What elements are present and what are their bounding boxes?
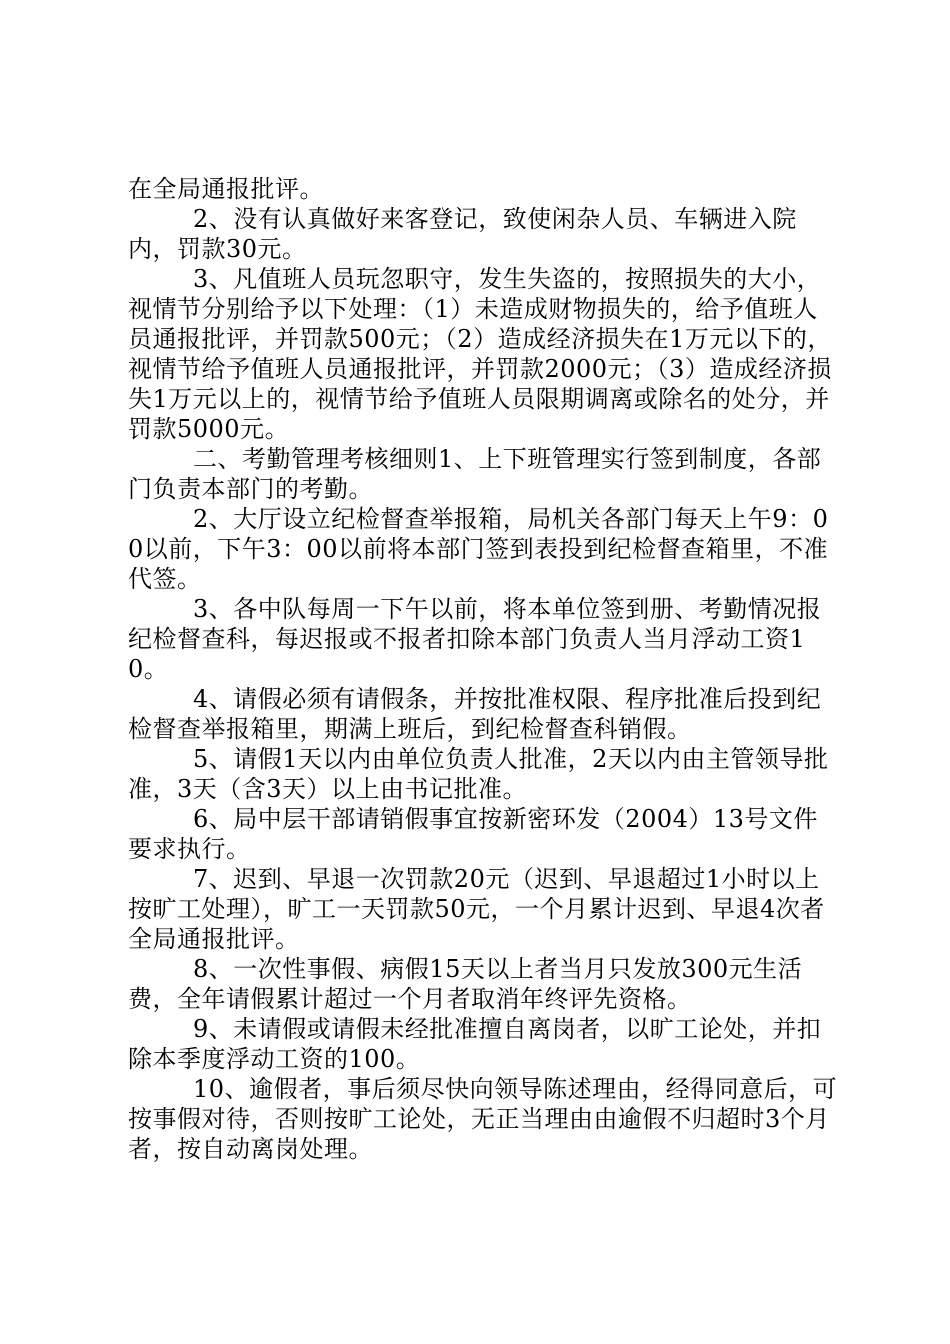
paragraph-1: 在全局通报批评。: [128, 175, 324, 203]
paragraph-2: 2、没有认真做好来客登记，致使闲杂人员、车辆进入院内，罚款30元。: [128, 205, 797, 263]
paragraph-8: 5、请假1天以内由单位负责人批准，2天以内由主管领导批准，3天（含3天）以上由书记批准。: [128, 745, 829, 803]
paragraph-7: 4、请假必须有请假条，并按批准权限、程序批准后投到纪检督查举报箱里，期满上班后，到纪检督查科销假。: [128, 685, 822, 743]
paragraph-9: 6、局中层干部请销假事宜按新密环发（2004）13号文件要求执行。: [128, 805, 818, 863]
paragraph-12: 9、未请假或请假未经批准擅自离岗者，以旷工论处，并扣除本季度浮动工资的100。: [128, 1015, 822, 1073]
paragraph-13: 10、逾假者，事后须尽快向领导陈述理由，经得同意后，可按事假对待，否则按旷工论处，无正当理由由逾假不归超时3个月者，按自动离岗处理。: [128, 1075, 838, 1163]
paragraph-5: 2、大厅设立纪检督查举报箱，局机关各部门每天上午9：00以前，下午3：00以前将本部门签到表投到纪检督查箱里，不准代签。: [128, 505, 829, 593]
paragraph-10: 7、迟到、早退一次罚款20元（迟到、早退超过1小时以上按旷工处理），旷工一天罚款50元，一个月累计迟到、早退4次者全局通报批评。: [128, 865, 825, 953]
document-body: [128, 174, 838, 1164]
paragraph-4: 二、考勤管理考核细则1、上下班管理实行签到制度，各部门负责本部门的考勤。: [128, 445, 822, 503]
paragraph-11: 8、一次性事假、病假15天以上者当月只发放300元生活费，全年请假累计超过一个月者取消年终评先资格。: [128, 955, 803, 1013]
paragraph-6: 3、各中队每周一下午以前，将本单位签到册、考勤情况报纪检督查科，每迟报或不报者扣除本部门负责人当月浮动工资10。: [128, 595, 822, 683]
paragraph-3: 3、凡值班人员玩忽职守，发生失盗的，按照损失的大小，视情节分别给予以下处理：（1）未造成财物损失的，给予值班人员通报批评，并罚款500元；（2）造成经济损失在1万元以下的，视情节给予值班人员通报批评，并罚款2000元；（3）造成经济损失1万元以上的，视情节给予值班人员限期调离或除名的处分，并罚款5000元。: [128, 265, 832, 443]
